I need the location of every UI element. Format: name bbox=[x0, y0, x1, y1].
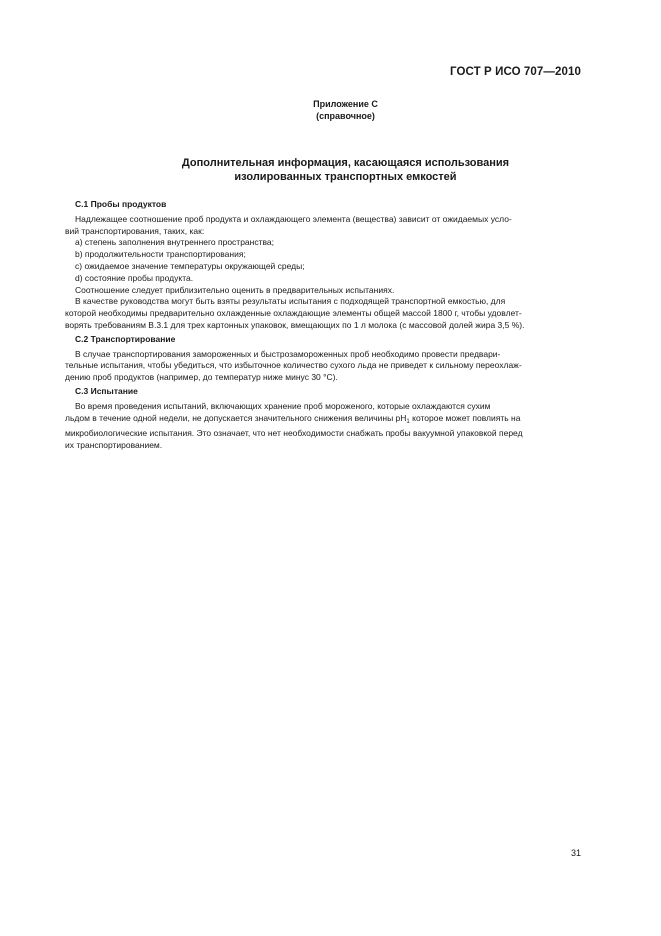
text-line: ворять требованиям В.3.1 для трех картонных упаковок, вмещающих по 1 л молока (с массовой долей жира 3,5 %). bbox=[65, 319, 525, 330]
document-header: ГОСТ Р ИСО 707—2010 bbox=[449, 66, 581, 78]
text-line: В качестве руководства могут быть взяты результаты испытания с подходящей транспортной емкостью, для bbox=[75, 296, 506, 307]
annex-title bbox=[0, 157, 661, 184]
section-heading-c2: С.2 Транспортирование bbox=[75, 333, 176, 344]
section-heading-c3: С.3 Испытание bbox=[75, 385, 138, 396]
annex-block bbox=[0, 98, 661, 122]
list-item: a) степень заполнения внутреннего пространства; bbox=[75, 237, 274, 248]
paragraph: Соотношение следует приблизительно оценить в предварительных испытаниях. bbox=[75, 284, 395, 295]
paragraph bbox=[65, 400, 581, 452]
annex-label: Приложение С bbox=[313, 99, 378, 109]
text-line: В случае транспортирования замороженных и быстрозамороженных проб необходимо провести предвари- bbox=[75, 348, 501, 359]
list-item: d) состояние пробы продукта. bbox=[75, 272, 194, 283]
text-line: которой необходимы предварительно охлажденные охлаждающие элементы общей массой 1800 г, чтобы удовлет- bbox=[65, 308, 522, 319]
annex-type: (справочное) bbox=[316, 111, 375, 121]
text-line: дению проб продуктов (например, до температур ниже минус 30 °С). bbox=[65, 372, 338, 383]
text-line: тельные испытания, чтобы убедиться, что избыточное количество сухого льда не приведет к сильному переохлаж- bbox=[65, 360, 522, 371]
text-line: микробиологические испытания. Это означает, что нет необходимости снабжать пробы вакуумной упаковкой перед bbox=[65, 428, 523, 439]
section-heading-c1: С.1 Пробы продуктов bbox=[75, 199, 167, 209]
document-body bbox=[65, 197, 581, 452]
list-item: c) ожидаемое значение температуры окружающей среды; bbox=[75, 260, 305, 271]
text-line: их транспортированием. bbox=[65, 440, 163, 451]
paragraph bbox=[65, 296, 581, 331]
list-item: b) продолжительности транспортирования; bbox=[75, 249, 246, 260]
annex-title-line-1: Дополнительная информация, касающаяся использования bbox=[181, 157, 510, 169]
paragraph bbox=[65, 213, 581, 238]
text-line bbox=[65, 413, 581, 429]
text-fragment: которое может повлиять на bbox=[409, 412, 521, 423]
page-number: 31 bbox=[570, 848, 581, 858]
annex-title-line-2: изолированных транспортных емкостей bbox=[234, 170, 457, 183]
text-fragment: льдом в течение одной недели, не допускается значительного снижения величины рН bbox=[65, 412, 407, 423]
subscript: 1 bbox=[406, 418, 410, 425]
paragraph bbox=[65, 348, 581, 384]
text-line: Надлежащее соотношение проб продукта и охлаждающего элемента (вещества) зависит от ожидаемых усло- bbox=[75, 213, 512, 224]
text-line: Во время проведения испытаний, включающих хранение проб мороженого, которые охлаждаются сухим bbox=[75, 400, 491, 411]
text-line: вий транспортирования, таких, как: bbox=[65, 225, 205, 236]
